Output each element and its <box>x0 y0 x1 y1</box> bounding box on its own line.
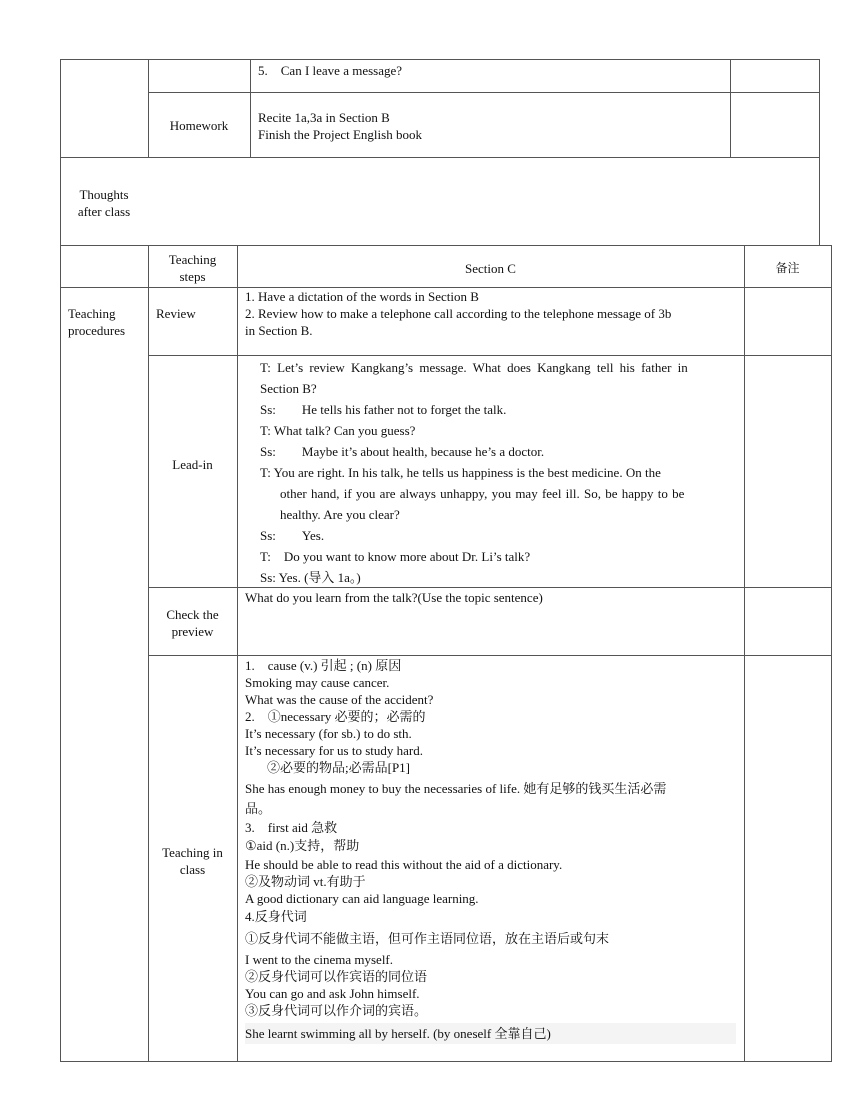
header-notes: 备注 <box>775 261 800 275</box>
inclass-line-21: She learnt swimming all by herself. (by oneself 全靠自己) <box>245 1023 736 1044</box>
review-line-2: 2. Review how to make a telephone call according to the telephone message of 3b <box>245 306 672 321</box>
preview-text: What do you learn from the talk?(Use the topic sentence) <box>245 590 543 605</box>
leadin-line-4: T: What talk? Can you guess? <box>260 423 416 438</box>
leadin-line-2: Section B? <box>260 381 317 396</box>
inclass-line-18: ②反身代词可以作宾语的同位语 <box>245 969 428 984</box>
inclass-line-16: ①反身代词不能做主语，但可作主语同位语，放在主语后或句末 <box>245 931 610 946</box>
inclass-line-8: She has enough money to buy the necessaries of life. 她有足够的钱买生活必需 <box>245 781 667 796</box>
inclass-line-4: 2. ①necessary 必要的；必需的 <box>245 709 426 724</box>
leadin-line-10: T: Do you want to know more about Dr. Li’s talk? <box>260 549 531 564</box>
leadin-line-1: T: Let’s review Kangkang’s message. What does Kangkang tell his father in <box>260 360 688 375</box>
preview-label-line-2: preview <box>171 624 214 639</box>
homework-line-1: Recite 1a,3a in Section B <box>258 110 390 125</box>
leadin-line-9: Ss: Yes. <box>260 528 325 543</box>
inclass-line-14: A good dictionary can aid language learning. <box>245 891 479 906</box>
inclass-line-1: 1. cause (v.) 引起 ; (n) 原因 <box>245 658 402 673</box>
inclass-label-line-1: Teaching in <box>162 845 223 860</box>
preview-label-line-1: Check the <box>166 607 219 622</box>
inclass-line-13: ②及物动词 vt.有助于 <box>245 874 366 889</box>
leadin-line-6: T: You are right. In his talk, he tells us happiness is the best medicine. On the <box>260 465 661 480</box>
header-steps-line-2: steps <box>179 269 206 284</box>
review-label: Review <box>156 306 196 321</box>
inclass-line-5: It’s necessary (for sb.) to do sth. <box>245 726 412 741</box>
inclass-line-11: ①aid (n.)支持，帮助 <box>245 838 360 853</box>
inclass-line-3: What was the cause of the accident? <box>245 692 434 707</box>
header-section: Section C <box>465 261 516 276</box>
item-5-text: 5. Can I leave a message? <box>258 63 403 78</box>
header-steps-line-1: Teaching <box>168 252 217 267</box>
leadin-line-8: healthy. Are you clear? <box>280 507 400 522</box>
inclass-line-15: 4.反身代词 <box>245 909 307 924</box>
leadin-content <box>260 357 736 588</box>
inclass-label-line-2: class <box>179 862 206 877</box>
thoughts-label-line-1: Thoughts <box>79 187 129 202</box>
review-content <box>245 288 671 339</box>
leadin-line-3: Ss: He tells his father not to forget the talk. <box>260 402 507 417</box>
inclass-line-12: He should be able to read this without the aid of a dictionary. <box>245 857 563 872</box>
inclass-line-7: ②必要的物品;必需品[P1] <box>267 760 411 775</box>
inclass-content <box>245 657 740 1044</box>
leadin-line-11: Ss: Yes. (导入 1a。) <box>260 570 361 585</box>
procedures-label-line-2: procedures <box>68 323 126 338</box>
inclass-line-20: ③反身代词可以作介词的宾语。 <box>245 1003 428 1018</box>
inclass-line-2: Smoking may cause cancer. <box>245 675 390 690</box>
homework-line-2: Finish the Project English book <box>258 127 422 142</box>
inclass-line-19: You can go and ask John himself. <box>245 986 420 1001</box>
review-line-3: in Section B. <box>245 323 313 338</box>
leadin-line-5: Ss: Maybe it’s about health, because he’s a doctor. <box>260 444 545 459</box>
inclass-line-17: I went to the cinema myself. <box>245 952 394 967</box>
thoughts-label-line-2: after class <box>77 204 131 219</box>
inclass-line-6: It’s necessary for us to study hard. <box>245 743 423 758</box>
leadin-line-7: other hand, if you are always unhappy, you may feel ill. So, be happy to be <box>280 486 685 501</box>
inclass-line-9: 品。 <box>245 801 272 816</box>
inclass-line-10: 3. first aid 急救 <box>245 820 338 835</box>
homework-label: Homework <box>169 118 229 133</box>
review-line-1: 1. Have a dictation of the words in Section B <box>245 289 479 304</box>
procedures-label-line-1: Teaching <box>68 306 116 321</box>
leadin-label: Lead-in <box>172 457 213 472</box>
